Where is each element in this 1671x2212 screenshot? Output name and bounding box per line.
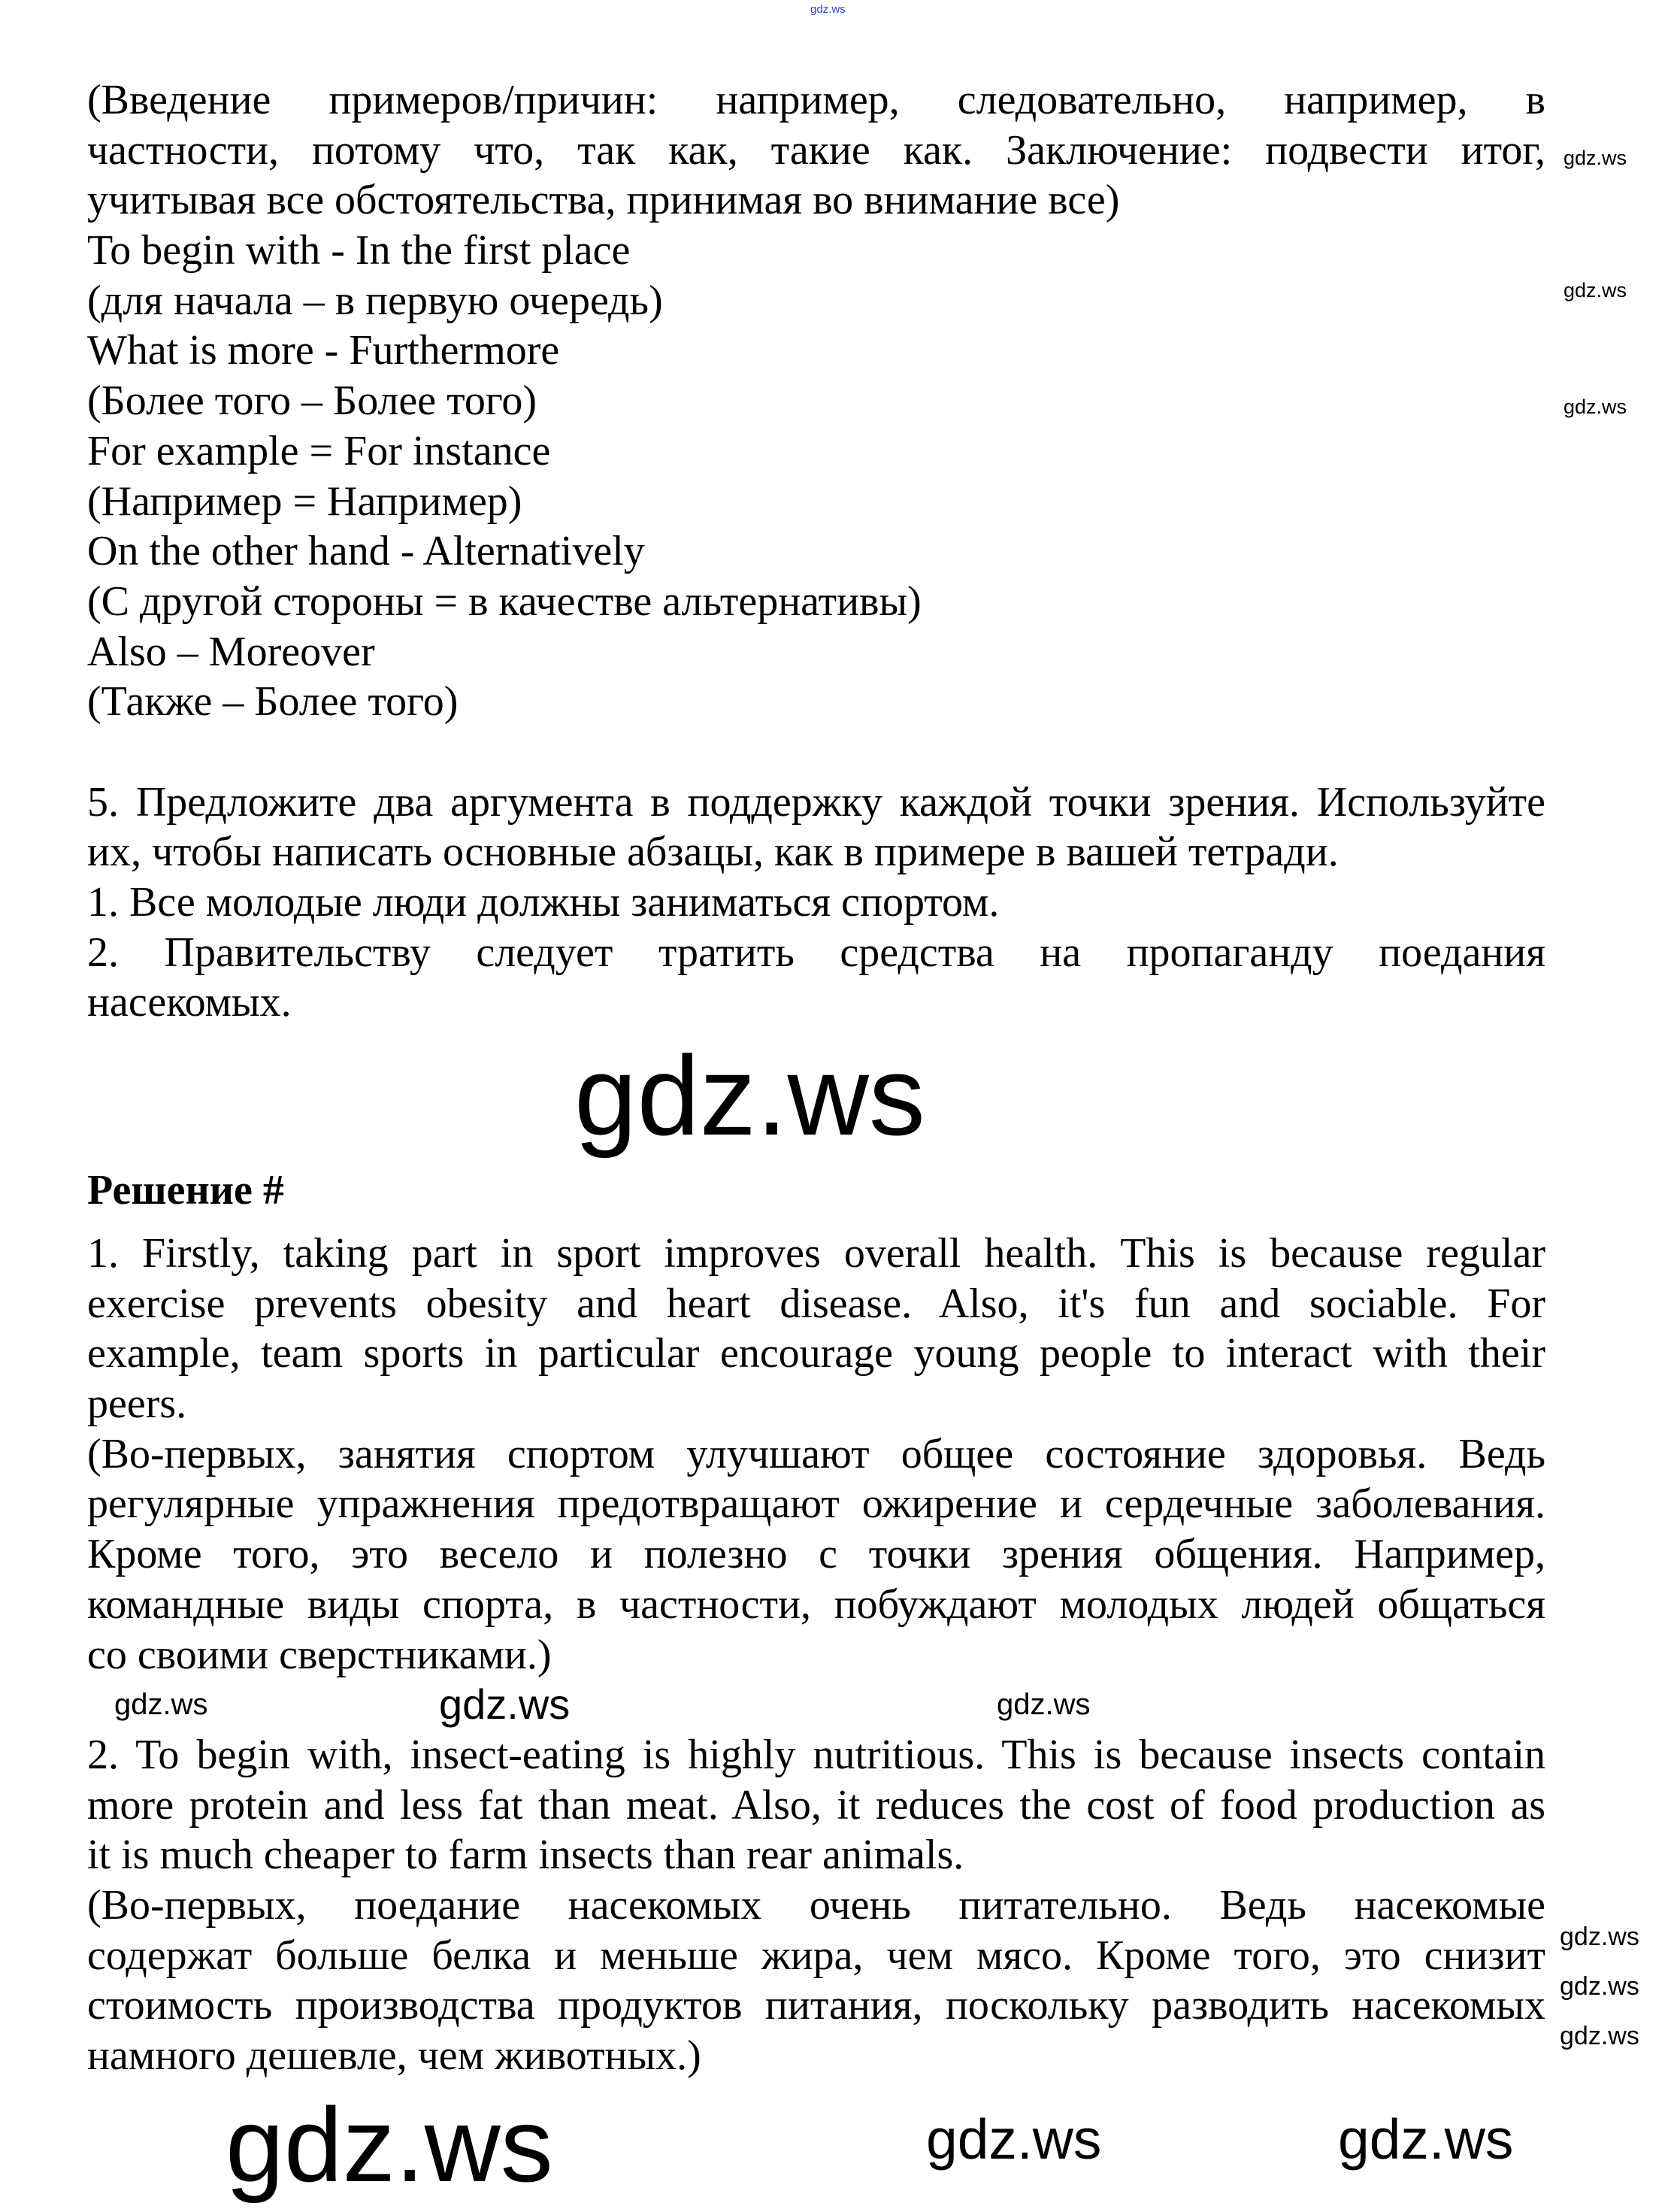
watermark: gdz.ws [1564,147,1627,169]
text-line: On the other hand - Alternatively [87,528,645,575]
text-line: насекомых. [87,979,292,1026]
text-line: 1. Firstly, taking part in sport improves overall health. This is because regular [87,1230,1545,1277]
watermark: gdz.ws [926,2107,1102,2171]
text-line: exercise prevents obesity and heart disease. Also, it's fun and sociable. For [87,1280,1545,1327]
text-line: (для начала – в первую очередь) [87,277,663,324]
text-line: их, чтобы написать основные абзацы, как в примере в вашей тетради. [87,829,1339,876]
text-line: командные виды спорта, в частности, побуждают молодых людей общаться [87,1580,1545,1628]
text-line: 2. To begin with, insect-eating is highly nutritious. This is because insects contain [87,1731,1545,1778]
watermark: gdz.ws [1560,1972,1639,2001]
watermark-large: gdz.ws [574,1032,925,1159]
text-line: намного дешевле, чем животных.) [87,2032,701,2079]
text-line: 2. Правительству следует тратить средства на пропаганду поедания [87,929,1545,976]
text-line: peers. [87,1380,187,1428]
watermark: gdz.ws [997,1688,1091,1721]
text-line: (Во-первых, поедание насекомых очень питательно. Ведь насекомые [87,1881,1545,1929]
text-line: (Более того – Более того) [87,377,537,425]
solution-heading [87,1165,1545,1216]
header-watermark: gdz.ws [810,3,846,16]
text-line: Also – Moreover [87,628,375,675]
watermark: gdz.ws [1560,1923,1639,1951]
solution-text-block [87,1229,1545,2081]
text-line: 5. Предложите два аргумента в поддержку каждой точки зрения. Используйте [87,778,1545,826]
watermark: gdz.ws [1564,279,1627,301]
text-line: (Введение примеров/причин: например, следовательно, например, в [87,77,1545,123]
text-line: содержат больше белка и меньше жира, чем мясо. Кроме того, это снизит [87,1932,1545,1979]
watermark: gdz.ws [439,1680,571,1728]
text-line: частности, потому что, так как, такие как. Заключение: подвести итог, [87,126,1545,174]
text-line: регулярные упражнения предотвращают ожирение и сердечные заболевания. [87,1480,1545,1528]
text-line: more protein and less fat than meat. Also, it reduces the cost of food production as [87,1781,1545,1829]
text-line: (Например = Например) [87,477,522,525]
watermark-large: gdz.ws [226,2086,553,2204]
text-line: To begin with - In the first place [87,227,631,274]
watermark: gdz.ws [1560,2022,1639,2050]
watermark: gdz.ws [1564,395,1627,418]
text-line: со своими сверстниками.) [87,1631,552,1678]
text-line: Кроме того, это весело и полезно с точки зрения общения. Например, [87,1531,1545,1578]
intro-text-block [87,75,1545,1028]
watermark: gdz.ws [1338,2107,1514,2171]
text-line: it is much cheaper to farm insects than rear animals. [87,1832,964,1879]
text-line: (Во-первых, занятия спортом улучшают общее состояние здоровья. Ведь [87,1430,1545,1477]
text-line: example, team sports in particular encourage young people to interact with their [87,1330,1545,1377]
solution-heading-text: Решение # [87,1167,284,1214]
text-line: For example = For instance [87,427,551,474]
text-line: (Также – Более того) [87,678,459,726]
text-line: (С другой стороны = в качестве альтернативы) [87,577,922,625]
text-line: What is more - Furthermore [87,327,560,374]
text-line: учитывая все обстоятельства, принимая во внимание все) [87,177,1120,224]
watermark: gdz.ws [114,1688,208,1721]
text-line: стоимость производства продуктов питания, поскольку разводить насекомых [87,1982,1545,2029]
text-line: 1. Все молодые люди должны заниматься спортом. [87,879,1000,926]
